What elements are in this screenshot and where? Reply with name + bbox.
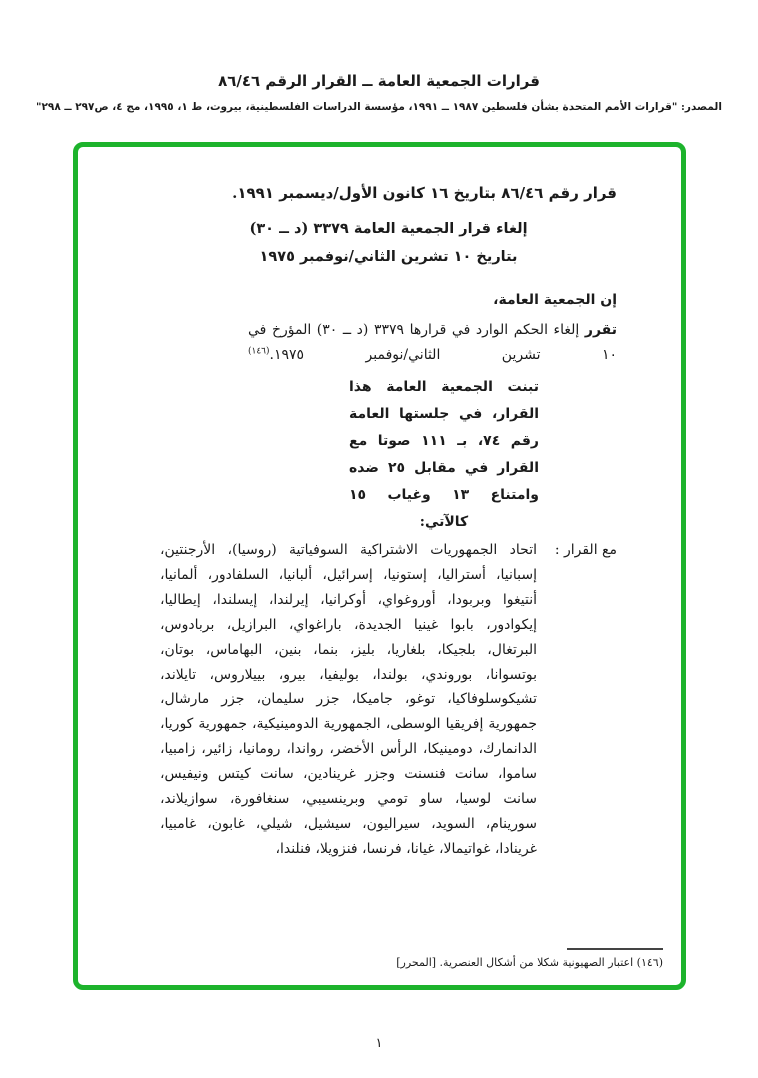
- operative-paragraph: [248, 318, 617, 368]
- operative-text: إلغاء الحكم الوارد في قرارها ٣٣٧٩ (د ــ ٣٠) المؤرخ في ١٠ تشرين الثاني/نوفمبر ١٩٧٥.: [248, 321, 617, 363]
- document-title: قرارات الجمعية العامة ــ القرار الرقم ٨٦/٤٦: [218, 72, 540, 90]
- resolution-border-box: [73, 142, 686, 990]
- footnote-body: اعتبار الصهيونية شكلا من أشكال العنصرية. [المحرر]: [396, 955, 634, 969]
- vote-in-favour-country-list: اتحاد الجمهوريات الاشتراكية السوفياتية (روسيا)، الأرجنتين، إسبانيا، أستراليا، إستونيا، إسرائيل، ألبانيا، السلفادور، ألمانيا، أنتيغوا وبربودا، أوروغواي، أوكرانيا، إيرلندا، إيسلندا، إيطاليا، إيكوادور، بابوا غينيا الجديدة، باراغواي، البرازيل، بربادوس، البرتغال، بلجيكا، بلغاريا، بليز، بنما، بنين، البهاماس، بوتان، بوتسوانا، بوروندي، بولندا، بوليفيا، بيرو، بييلاروس، تايلاند، تشيكوسلوفاكيا، توغو، جاميكا، جزر سليمان، جزر مارشال، جمهورية إفريقيا الوسطى، الجمهورية الدومينيكية، جمهورية كوريا، الدانمارك، دومينيكا، الرأس الأخضر، رواندا، رومانيا، زائير، زامبيا، ساموا، سانت فنسنت وجزر غرينادين، سانت كيتس ونيفيس، سانت لوسيا، ساو تومي وبرينسيبي، سنغافورة، سوازيلاند، سورينام، السويد، سيراليون، سيشيل، شيلي، غابون، غامبيا، غرينادا، غواتيمالا، غيانا، فرنسا، فنزويلا، فنلندا،: [160, 542, 537, 857]
- footnote-area: [261, 948, 663, 972]
- footnote-separator-rule: [567, 948, 663, 950]
- resolution-subheading-line2: بتاريخ ١٠ تشرين الثاني/نوفمبر ١٩٧٥: [259, 247, 518, 265]
- vote-in-favour-label: مع القرار :: [554, 542, 617, 559]
- footnote-reference: (١٤٦): [248, 346, 270, 357]
- footnote-text: [261, 955, 663, 972]
- footnote-marker: (١٤٦): [636, 955, 663, 969]
- resolution-subheading-line1: إلغاء قرار الجمعية العامة ٣٣٧٩ (د ــ ٣٠): [249, 220, 528, 238]
- adoption-paragraph: تبنت الجمعية العامة هذا القرار، في جلستها العامة رقم ٧٤، بـ ١١١ صوتا مع القرار في مقابل ٢٥ ضده وامتناع ١٣ وغياب ١٥ كالآتي:: [349, 378, 539, 531]
- operative-keyword: تقرر: [584, 321, 617, 338]
- preamble-line: إن الجمعية العامة،: [493, 292, 617, 309]
- document-source-citation: المصدر: "قرارات الأمم المتحدة بشأن فلسطين ١٩٨٧ ــ ١٩٩١، مؤسسة الدراسات الفلسطينية، بيروت، ط ١، ١٩٩٥، مج ٤، ص٢٩٧ ــ ٢٩٨": [36, 101, 722, 113]
- vote-section: [160, 538, 617, 862]
- resolution-content: [160, 183, 617, 862]
- resolution-heading: قرار رقم ٨٦/٤٦ بتاريخ ١٦ كانون الأول/ديسمبر ١٩٩١.: [232, 184, 617, 202]
- page-number: ١: [375, 1036, 383, 1051]
